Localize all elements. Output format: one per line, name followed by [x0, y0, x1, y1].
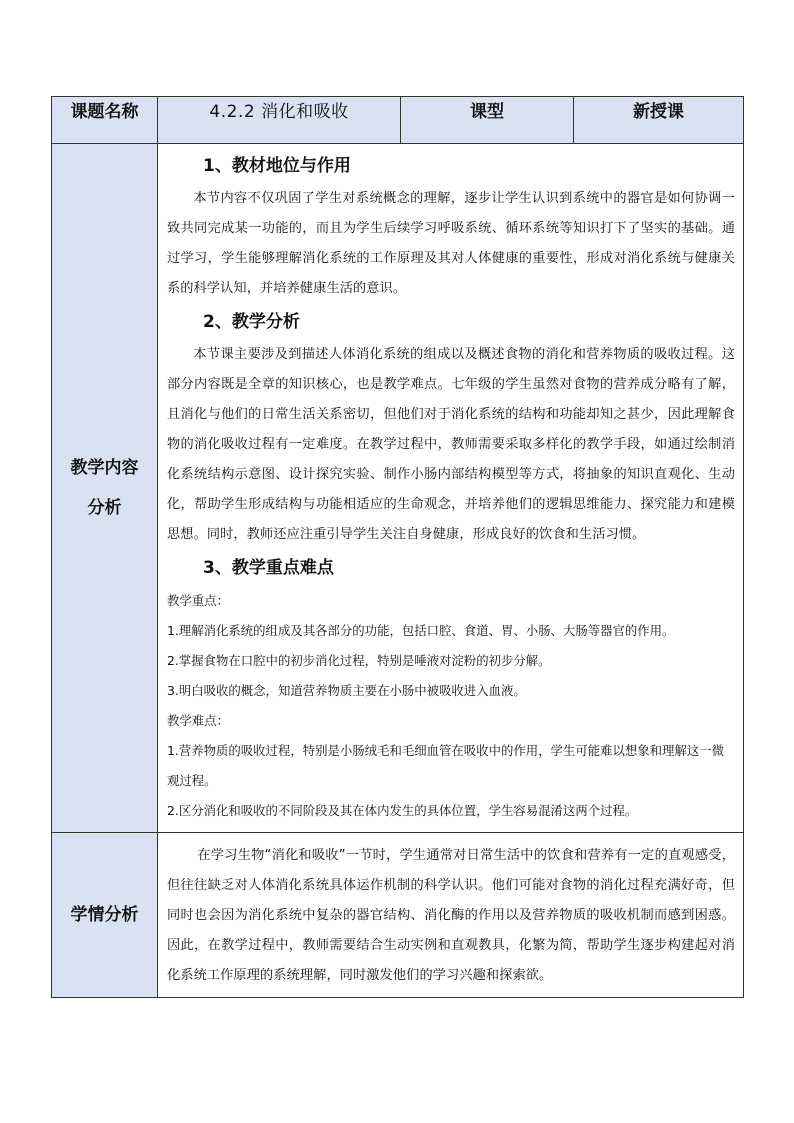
- key-point-2: 2.掌握食物在口腔中的初步消化过程，特别是唾液对淀粉的初步分解。: [167, 653, 551, 668]
- header-row: [52, 97, 744, 144]
- content-analysis-body: [158, 144, 744, 833]
- topic-value: 4.2.2 消化和吸收: [209, 102, 349, 122]
- type-value-cell: [574, 97, 744, 144]
- difficulty-1: 1.营养物质的吸收过程，特别是小肠绒毛和毛细血管在吸收中的作用，学生可能难以想象和理解这一微观过程。: [167, 743, 725, 788]
- content-analysis-label-line1: 教学内容: [70, 458, 139, 478]
- key-point-1: 1.理解消化系统的组成及其各部分的功能，包括口腔、食道、胃、小肠、大肠等器官的作用。: [167, 623, 675, 638]
- learner-analysis-label: 学情分析: [70, 905, 139, 925]
- learner-analysis-row: [52, 833, 744, 998]
- type-value: 新授课: [633, 102, 684, 122]
- type-label: 课型: [470, 102, 504, 122]
- learner-analysis-body: [158, 833, 744, 998]
- section-heading-1: 1、教材地位与作用: [203, 156, 351, 176]
- paragraph-1: 本节内容不仅巩固了学生对系统概念的理解，逐步让学生认识到系统中的器官是如何协调一致共同完成某一功能的，而且为学生后续学习呼吸系统、循环系统等知识打下了坚实的基础。通过学习，学生能够理解消化系统的工作原理及其对人体健康的重要性，形成对消化系统与健康关系的科学认知，并培养健康生活的意识。: [167, 191, 735, 296]
- topic-value-cell: [158, 97, 401, 144]
- key-points-title: 教学重点：: [167, 593, 229, 608]
- paragraph-2: 本节课主要涉及到描述人体消化系统的组成以及概述食物的消化和营养物质的吸收过程。这部分内容既是全章的知识核心，也是教学难点。七年级的学生虽然对食物的营养成分略有了解，且消化与他们的日常生活关系密切，但他们对于消化系统的结构和功能却知之甚少，因此理解食物的消化吸收过程有一定难度。在教学过程中，教师需要采取多样化的教学手段，如通过绘制消化系统结构示意图、设计探究实验、制作小肠内部结构模型等方式，将抽象的知识直观化、生动化，帮助学生形成结构与功能相适应的生命观念，并培养他们的逻辑思维能力、探究能力和建模思想。同时，教师还应注重引导学生关注自身健康，形成良好的饮食和生活习惯。: [167, 347, 735, 542]
- type-label-cell: [401, 97, 574, 144]
- difficulties-title: 教学难点：: [167, 713, 229, 728]
- content-analysis-row: [52, 144, 744, 833]
- section-heading-2: 2、教学分析: [203, 312, 300, 332]
- key-point-3: 3.明白吸收的概念，知道营养物质主要在小肠中被吸收进入血液。: [167, 683, 526, 698]
- content-analysis-label-cell: [52, 144, 158, 833]
- topic-label-cell: [52, 97, 158, 144]
- content-analysis-label-line2: 分析: [87, 498, 122, 518]
- topic-label: 课题名称: [70, 102, 139, 122]
- learner-paragraph: 在学习生物“消化和吸收”一节时，学生通常对日常生活中的饮食和营养有一定的直观感受，但往往缺乏对人体消化系统具体运作机制的科学认识。他们可能对食物的消化过程充满好奇，但同时也会因为消化系统中复杂的器官结构、消化酶的作用以及营养物质的吸收机制而感到困惑。因此，在教学过程中，教师需要结合生动实例和直观教具，化繁为简，帮助学生逐步构建起对消化系统工作原理的系统理解，同时激发他们的学习兴趣和探索欲。: [167, 848, 735, 983]
- difficulty-2: 2.区分消化和吸收的不同阶段及其在体内发生的具体位置，学生容易混淆这两个过程。: [167, 803, 638, 818]
- learner-analysis-label-cell: [52, 833, 158, 998]
- lesson-plan-table: [51, 96, 744, 998]
- section-heading-3: 3、教学重点难点: [203, 558, 334, 578]
